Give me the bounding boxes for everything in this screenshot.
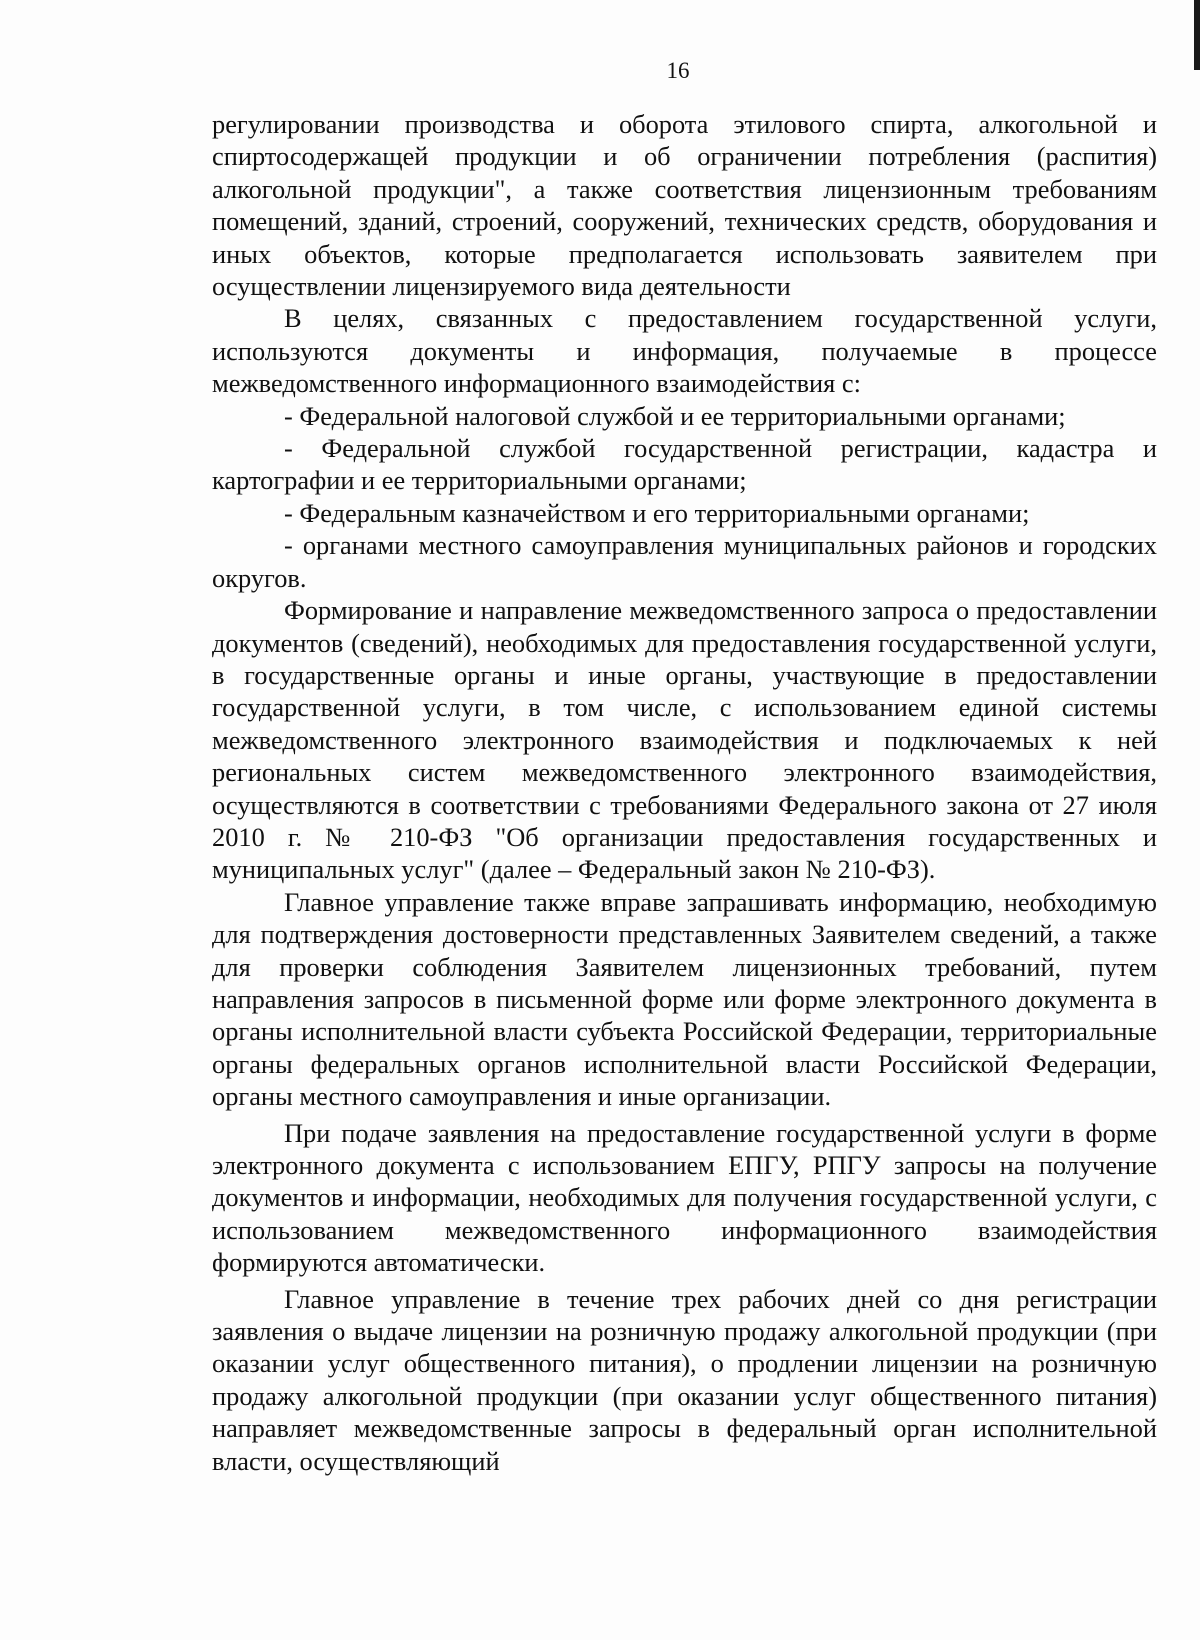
paragraph-three-days-requests: Главное управление в течение трех рабочих дней со дня регистрации заявления о выдаче лицензии на розничную продажу алкогольной продукции (при оказании услуг общественного питания), о продлении лицензии на розничную продажу алкогольной продукции (при оказании услуг общественного питания) направляет межведомственные запросы в федеральный орган исполнительной власти, осуществляющий (212, 1283, 1157, 1476)
list-item-local-government: - органами местного самоуправления муниципальных районов и городских округов. (212, 530, 1157, 593)
list-item-tax-service: - Федеральной налоговой службой и ее территориальными органами; (284, 400, 1066, 431)
page-number: 16 (666, 58, 690, 83)
list-item-registration-service: - Федеральной службой государственной регистрации, кадастра и картографии и ее территориальными органами; (212, 433, 1157, 496)
list-item-treasury: - Федеральным казначейством и его территориальными органами; (284, 497, 1030, 528)
paragraph-electronic-application: При подаче заявления на предоставление государственной услуги в форме электронного документа с использованием ЕПГУ, РПГУ запросы на получение документов и информации, необходимых для получения государственной услуги, с использованием межведомственного информационного взаимодействия формируются автоматически. (212, 1117, 1157, 1278)
paragraph-licensing-requirements: регулировании производства и оборота этилового спирта, алкогольной и спиртосодержащей продукции и об ограничении потребления (распития) алкогольной продукции", а также соответствия лицензионным требованиям помещений, зданий, строений, сооружений, технических средств, оборудования и иных объектов, которые предполагается использовать заявителем при осуществлении лицензируемого вида деятельности (212, 109, 1157, 302)
document-body (212, 108, 1157, 1477)
paragraph-interagency-intro: В целях, связанных с предоставлением государственной услуги, используются документы и информация, получаемые в процессе межведомственного информационного взаимодействия с: (212, 303, 1157, 399)
paragraph-interagency-request: Формирование и направление межведомственного запроса о предоставлении документов (сведений), необходимых для предоставления государственной услуги, в государственные органы и иные органы, участвующие в предоставлении государственной услуги, в том числе, с использованием единой системы межведомственного электронного взаимодействия и подключаемых к ней региональных систем межведомственного электронного взаимодействия, осуществляются в соответствии с требованиями Федерального закона от 27 июля 2010 г. № 210-ФЗ "Об организации предоставления государственных и муниципальных услуг" (далее – Федеральный закон № 210-ФЗ). (212, 595, 1157, 885)
paragraph-main-directorate-rights: Главное управление также вправе запрашивать информацию, необходимую для подтверждения достоверности представленных Заявителем сведений, а также для проверки соблюдения Заявителем лицензионных требований, путем направления запросов в письменной форме или форме электронного документа в органы исполнительной власти субъекта Российской Федерации, территориальные органы федеральных органов исполнительной власти Российской Федерации, органы местного самоуправления и иные организации. (212, 886, 1157, 1112)
